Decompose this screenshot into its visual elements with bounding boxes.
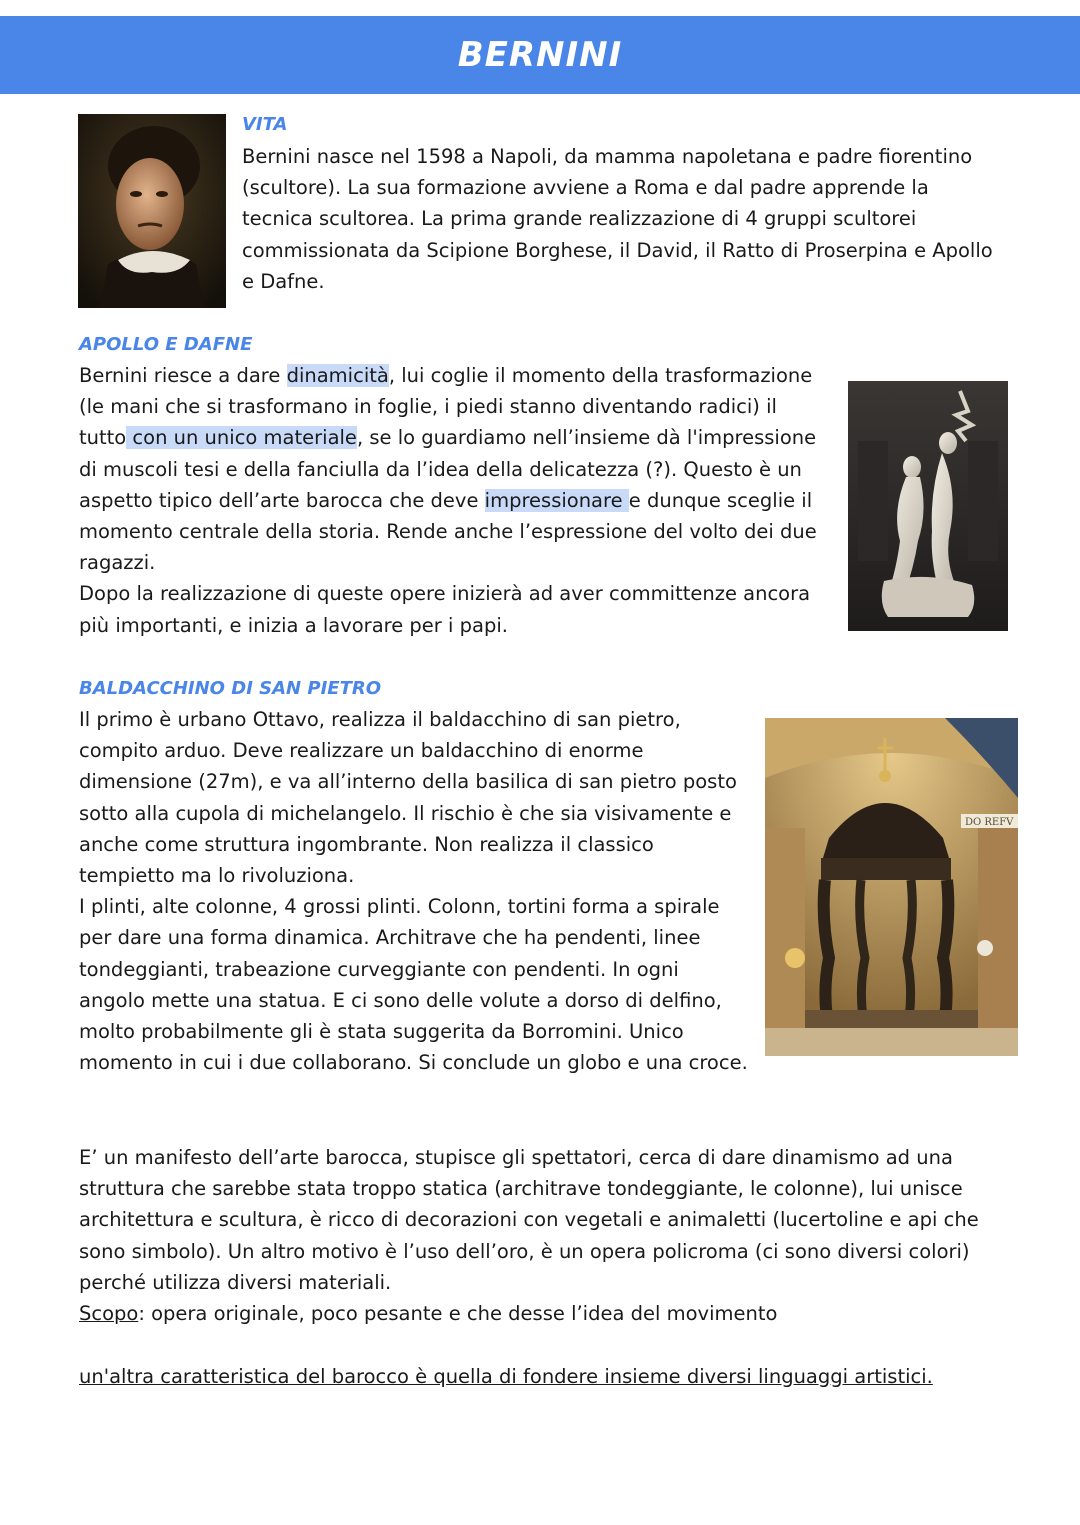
manifesto-paragraph: E’ un manifesto dell’arte barocca, stupisce gli spettatori, cerca di dare dinamismo ad una struttura che sarebbe stata troppo statica (architrave tondeggiante, le colonne), lui unisce architettura e scultura, è ricco di decorazioni con vegetali e animaletti (lucertoline e api che sono simbolo). Un altro motivo è l’uso dell’oro, è un opera policroma (ci sono diversi colori) perché utilizza diversi materiali. bbox=[79, 1146, 979, 1294]
manifesto-text bbox=[79, 1142, 1009, 1329]
baldacchino-paragraph-1: Il primo è urbano Ottavo, realizza il baldacchino di san pietro, compito arduo. Deve realizzare un baldacchino di enorme dimensione (27m), e va all’interno della basilica di san pietro posto sotto alla cupola di michelangelo. Il rischio è che sia visivamente e anche come struttura ingombrante. Non realizza il classico tempietto ma lo rivoluziona. bbox=[79, 708, 737, 888]
baldacchino-paragraph-2: I plinti, alte colonne, 4 grossi plinti. Colonn, tortini forma a spirale per dare una forma dinamica. Architrave che ha pendenti, linee tondeggianti, trabeazione curveggiante con pendenti. In ogni angolo mette una statua. E ci sono delle volute a dorso di delfino, molto probabilmente gli è stata suggerita da Borromini. Unico momento in cui i due collaborano. Si conclude un globo e una croce. bbox=[79, 895, 748, 1075]
apollo-dafne-image bbox=[848, 381, 1008, 631]
baldacchino-image bbox=[765, 718, 1018, 1056]
apollo-paragraph-2: Dopo la realizzazione di queste opere inizierà ad aver committenze ancora più importanti, e inizia a lavorare per i papi. bbox=[79, 582, 811, 637]
apollo-text bbox=[79, 360, 824, 641]
highlight-unico-materiale: con un unico materiale bbox=[126, 426, 357, 450]
highlight-dinamicita: dinamicità bbox=[286, 364, 389, 387]
page-title: BERNINI bbox=[457, 35, 623, 75]
scopo-line: Scopo: opera originale, poco pesante e che desse l’idea del movimento bbox=[79, 1302, 778, 1326]
baldacchino-heading: BALDACCHINO DI SAN PIETRO bbox=[79, 678, 382, 699]
conclusion-text: un'altra caratteristica del barocco è quella di fondere insieme diversi linguaggi artistici. bbox=[79, 1365, 933, 1388]
basilica-inscription: DO REFV bbox=[965, 817, 1014, 828]
apollo-heading: APOLLO E DAFNE bbox=[79, 334, 253, 355]
title-banner bbox=[0, 16, 1080, 94]
vita-heading: VITA bbox=[242, 114, 288, 135]
bernini-portrait-image bbox=[78, 114, 226, 308]
vita-text: Bernini nasce nel 1598 a Napoli, da mamma napoletana e padre fiorentino (scultore). La sua formazione avviene a Roma e dal padre apprende la tecnica scultorea. La prima grande realizzazione di 4 gruppi scultorei commissionata da Scipione Borghese, il David, il Ratto di Proserpina e Apollo e Dafne. bbox=[242, 145, 993, 293]
apollo-paragraph-1: Bernini riesce a dare dinamicità, lui coglie il momento della trasformazione (le mani che si trasformano in foglie, i piedi stanno diventando radici) il tutto con un unico materiale, se lo guardiamo nell’insieme dà l'impressione di muscoli tesi e della fanciulla da l’idea della delicatezza (?). Questo è un aspetto tipico dell’arte barocca che deve impressionare e dunque sceglie il momento centrale della storia. Rende anche l’espressione del volto dei due ragazzi. bbox=[79, 364, 817, 575]
highlight-impressionare: impressionare bbox=[484, 488, 629, 512]
baldacchino-text bbox=[79, 704, 749, 1078]
scopo-label: Scopo bbox=[79, 1302, 139, 1326]
